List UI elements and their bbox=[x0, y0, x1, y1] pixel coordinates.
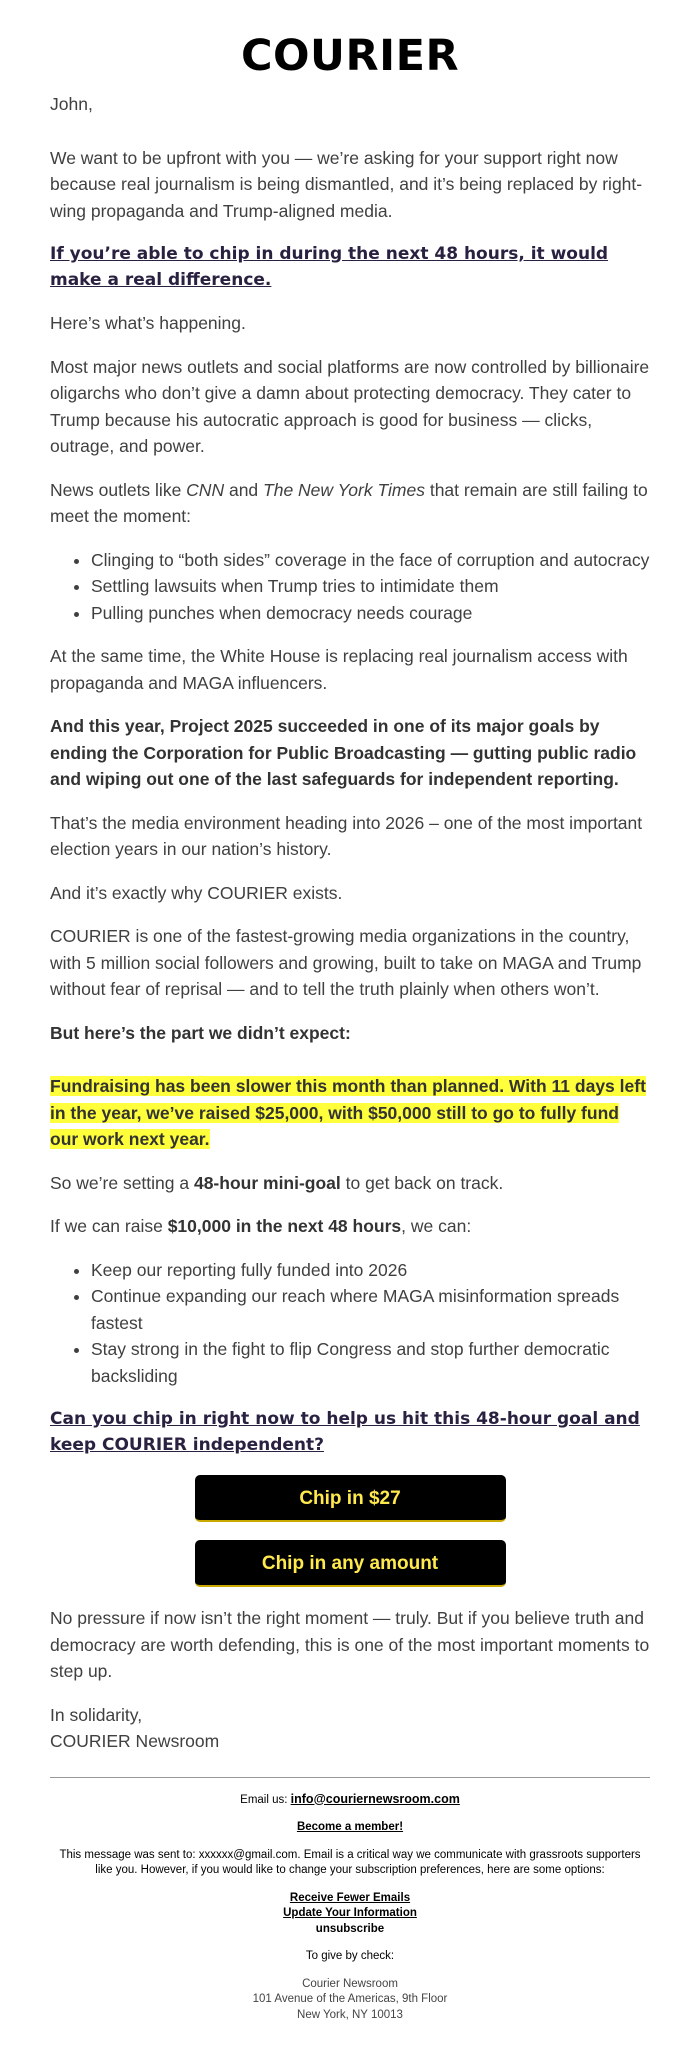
media-environment-paragraph: That’s the media environment heading into 2026 – one of the most important election years in our nation’s history. bbox=[50, 812, 643, 859]
chip-in-27-wrap bbox=[50, 1475, 650, 1522]
become-member-link[interactable]: Become a member! bbox=[296, 1821, 404, 1833]
mini-goal-bold: 48-hour mini-goal bbox=[193, 1172, 341, 1193]
news-outlets-post: that remain are still failing to meet the moment: bbox=[50, 479, 648, 526]
courier-description-paragraph: COURIER is one of the fastest-growing media organizations in the country, with 5 million social followers and growing, built to take on MAGA and Trump without fear of reprisal — and to tell the truth plainly when others won’t. bbox=[50, 926, 642, 999]
fundraising-highlight: Fundraising has been slower this month than planned. With 11 days left in the year, we’ve raised $25,000, with $50,000 still to go to fully fund our work next year. bbox=[50, 1076, 646, 1149]
news-outlets-paragraph bbox=[50, 477, 650, 530]
white-house-paragraph: At the same time, the White House is replacing real journalism access with propaganda and MAGA influencers. bbox=[50, 646, 628, 693]
chip-in-link-2[interactable]: Can you chip in right now to help us hit this 48-hour goal and keep COURIER independent? bbox=[50, 1409, 640, 1455]
raise-paragraph bbox=[50, 1213, 650, 1240]
subscription-notice: This message was sent to: xxxxxx@gmail.com. Email is a critical way we communicate with grassroots supporters like you. However, if you would like to change your subscription preferences, here are some options: bbox=[59, 1848, 641, 1876]
project-2025-paragraph bbox=[50, 713, 650, 793]
unsubscribe-link[interactable]: unsubscribe bbox=[315, 1922, 385, 1935]
list-item: • Stay strong in the fight to flip Congress and stop further democratic backsliding bbox=[91, 1336, 650, 1389]
failures-list bbox=[50, 547, 650, 627]
list-item: • Settling lawsuits when Trump tries to intimidate them bbox=[91, 573, 650, 600]
raise-post: , we can: bbox=[401, 1216, 472, 1236]
fundraising-paragraph bbox=[50, 1073, 650, 1153]
mini-goal-post: to get back on track. bbox=[340, 1172, 504, 1193]
why-courier-paragraph: And it’s exactly why COURIER exists. bbox=[50, 882, 343, 903]
member-line bbox=[50, 1820, 650, 1836]
courier-logo bbox=[50, 0, 650, 88]
didnt-expect-paragraph bbox=[50, 1020, 650, 1047]
list-item: • Continue expanding our reach where MAGA misinformation spreads fastest bbox=[91, 1283, 650, 1336]
update-information-link[interactable]: Update Your Information bbox=[283, 1907, 417, 1919]
email-us-line bbox=[50, 1792, 650, 1809]
chip-in-27-button[interactable]: Chip in $27 bbox=[195, 1475, 506, 1522]
raise-bold: $10,000 in the next 48 hours bbox=[167, 1216, 402, 1236]
signoff-line-1: In solidarity, bbox=[50, 1704, 143, 1725]
footer bbox=[50, 1792, 650, 2024]
address-line-2: 101 Avenue of the Americas, 9th Floor bbox=[252, 1993, 448, 2005]
mini-goal-paragraph bbox=[50, 1170, 650, 1197]
nyt-text: The New York Times bbox=[263, 479, 425, 500]
list-item: • Clinging to “both sides” coverage in the face of corruption and autocracy bbox=[91, 547, 650, 574]
intro-paragraph: We want to be upfront with you — we’re asking for your support right now because real journalism is being dismantled, and it’s being replaced by right-wing propaganda and Trump-aligned media. bbox=[50, 147, 643, 221]
goals-list bbox=[50, 1257, 650, 1390]
give-by-check-label: To give by check: bbox=[305, 1950, 395, 1962]
raise-pre: If we can raise bbox=[50, 1216, 168, 1236]
mini-goal-pre: So we’re setting a bbox=[50, 1172, 194, 1193]
news-outlets-pre: News outlets like bbox=[50, 479, 187, 500]
chip-in-any-amount-button[interactable]: Chip in any amount bbox=[195, 1540, 506, 1587]
receive-fewer-emails-link[interactable]: Receive Fewer Emails bbox=[289, 1891, 411, 1904]
logo-text: COURIER bbox=[240, 31, 460, 81]
address-line-1: Courier Newsroom bbox=[302, 1977, 398, 1990]
preference-links bbox=[50, 1891, 650, 1938]
cnn-text: CNN bbox=[186, 479, 225, 500]
no-pressure-paragraph: No pressure if now isn’t the right moment — truly. But if you believe truth and democracy are worth defending, this is one of the most important moments to step up. bbox=[50, 1608, 650, 1681]
signoff-line-2: COURIER Newsroom bbox=[50, 1731, 220, 1751]
didnt-expect-bold: But here’s the part we didn’t expect: bbox=[50, 1022, 351, 1043]
whats-happening-paragraph: Here’s what’s happening. bbox=[50, 313, 246, 333]
footer-divider bbox=[50, 1777, 650, 1778]
news-outlets-mid: and bbox=[224, 479, 264, 500]
list-item: • Keep our reporting fully funded into 2026 bbox=[91, 1257, 650, 1284]
email-link[interactable]: info@couriernewsroom.com bbox=[290, 1791, 460, 1806]
greeting: John, bbox=[50, 94, 93, 114]
project-2025-bold: And this year, Project 2025 succeeded in one of its major goals by ending the Corporation for Public Broadcasting — gutting public radio and wiping out one of the last safeguards for independent reporting. bbox=[50, 716, 637, 789]
chip-in-any-wrap bbox=[50, 1540, 650, 1587]
email-us-label: Email us: bbox=[240, 1793, 291, 1806]
oligarchs-paragraph: Most major news outlets and social platforms are now controlled by billionaire oligarchs who don’t give a damn about protecting democracy. They cater to Trump because his autocratic approach is good for business — clicks, outrage, and power. bbox=[50, 356, 650, 456]
signoff bbox=[50, 1702, 650, 1755]
address-line-3: New York, NY 10013 bbox=[297, 2008, 403, 2021]
list-item: • Pulling punches when democracy needs courage bbox=[91, 600, 650, 627]
mailing-address bbox=[50, 1977, 650, 2024]
chip-in-link-1[interactable]: If you’re able to chip in during the next 48 hours, it would make a real difference. bbox=[50, 244, 609, 290]
